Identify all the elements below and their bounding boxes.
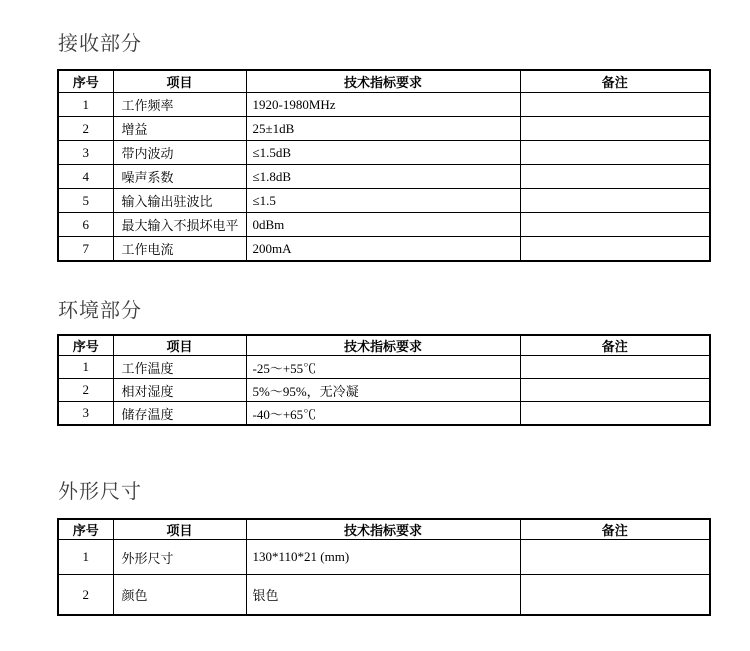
column-header: 技术指标要求 [246,70,520,93]
section-title-environment: 环境部分 [58,300,142,322]
section-title-dimensions: 外形尺寸 [58,481,142,503]
column-header: 项目 [113,70,246,93]
row-number: 1 [58,540,113,575]
table-row [58,165,710,189]
row-number: 3 [58,402,113,426]
note-value [520,540,710,575]
spec-value: 25±1dB [246,117,520,141]
environment-spec-table [57,334,711,426]
section-title-receiving: 接收部分 [58,33,142,55]
row-number: 2 [58,379,113,402]
spec-value: 0dBm [246,213,520,237]
item-name: 输入输出驻波比 [113,189,246,213]
item-name: 相对湿度 [113,379,246,402]
table-row [58,575,710,616]
header-row [58,519,710,540]
note-value [520,237,710,262]
row-number: 4 [58,165,113,189]
spec-value: -40～+65℃ [246,402,520,426]
row-number: 2 [58,575,113,616]
column-header: 项目 [113,519,246,540]
item-name: 外形尺寸 [113,540,246,575]
table-row [58,379,710,402]
spec-value: ≤1.8dB [246,165,520,189]
note-value [520,402,710,426]
note-value [520,165,710,189]
note-value [520,379,710,402]
column-header: 技术指标要求 [246,335,520,356]
column-header: 备注 [520,335,710,356]
item-name: 工作电流 [113,237,246,262]
note-value [520,117,710,141]
note-value [520,356,710,379]
column-header: 项目 [113,335,246,356]
note-value [520,93,710,117]
spec-value: ≤1.5 [246,189,520,213]
column-header: 序号 [58,70,113,93]
table-row [58,402,710,426]
column-header: 序号 [58,519,113,540]
column-header: 备注 [520,519,710,540]
spec-value: 130*110*21 (mm) [246,540,520,575]
table-row [58,189,710,213]
row-number: 6 [58,213,113,237]
note-value [520,189,710,213]
spec-value: 200mA [246,237,520,262]
table-row [58,237,710,262]
column-header: 技术指标要求 [246,519,520,540]
note-value [520,141,710,165]
spec-value: ≤1.5dB [246,141,520,165]
table-row [58,356,710,379]
header-row [58,335,710,356]
item-name: 工作温度 [113,356,246,379]
spec-value: 1920-1980MHz [246,93,520,117]
dimensions-spec-table [57,518,711,616]
column-header: 序号 [58,335,113,356]
table-row [58,117,710,141]
table-row [58,93,710,117]
note-value [520,213,710,237]
item-name: 工作频率 [113,93,246,117]
table-row [58,540,710,575]
row-number: 7 [58,237,113,262]
table-row [58,141,710,165]
row-number: 5 [58,189,113,213]
item-name: 噪声系数 [113,165,246,189]
item-name: 最大输入不损坏电平 [113,213,246,237]
column-header: 备注 [520,70,710,93]
item-name: 储存温度 [113,402,246,426]
spec-value: 5%～95%，无冷凝 [246,379,520,402]
item-name: 增益 [113,117,246,141]
item-name: 带内波动 [113,141,246,165]
spec-value: -25～+55℃ [246,356,520,379]
row-number: 1 [58,356,113,379]
receiving-spec-table [57,69,711,262]
item-name: 颜色 [113,575,246,616]
header-row [58,70,710,93]
note-value [520,575,710,616]
row-number: 2 [58,117,113,141]
spec-value: 银色 [246,575,520,616]
table-row [58,213,710,237]
row-number: 1 [58,93,113,117]
row-number: 3 [58,141,113,165]
